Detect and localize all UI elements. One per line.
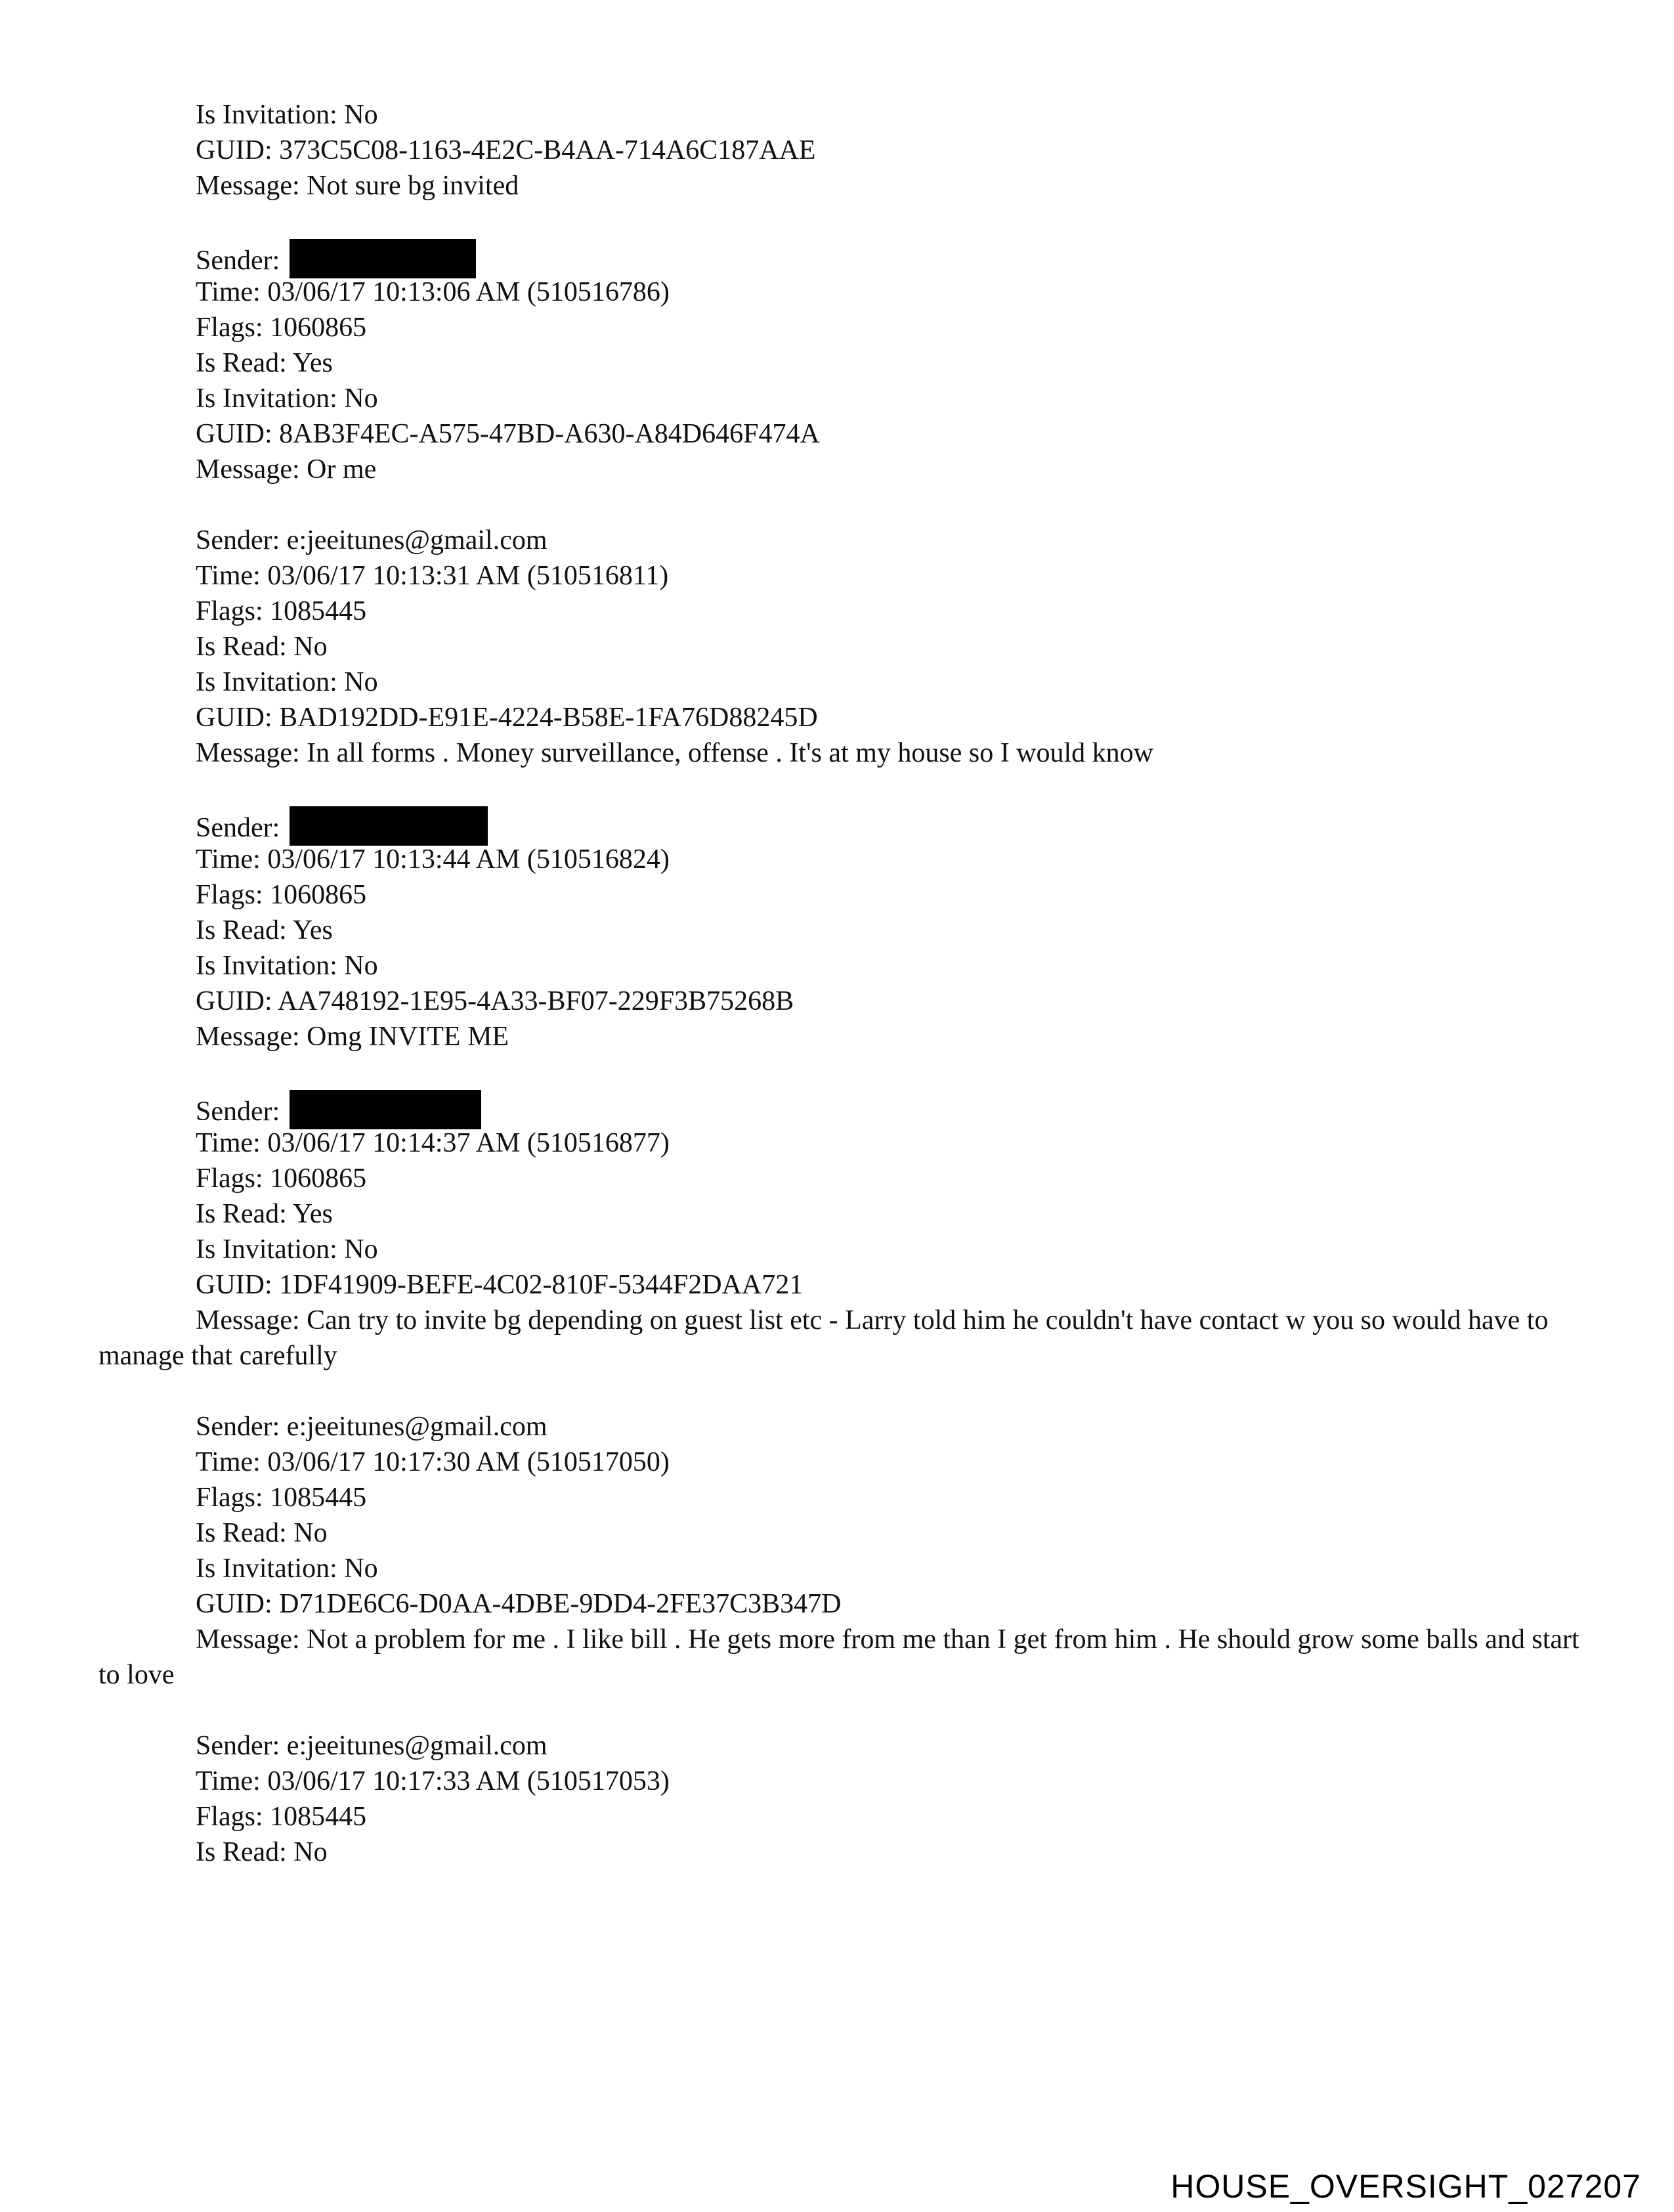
record-spacer	[98, 204, 1582, 239]
guid-line: GUID: 373C5C08-1163-4E2C-B4AA-714A6C187AAE	[196, 135, 816, 165]
is-read-line: Is Read: No	[196, 1518, 328, 1548]
message-record	[98, 523, 1582, 771]
time-line: Time: 03/06/17 10:13:44 AM (510516824)	[196, 844, 670, 875]
redaction-box	[290, 1090, 481, 1129]
guid-line: GUID: D71DE6C6-D0AA-4DBE-9DD4-2FE37C3B347D	[196, 1589, 842, 1619]
message-record	[98, 1728, 1582, 1870]
time-line: Time: 03/06/17 10:14:37 AM (510516877)	[196, 1128, 670, 1158]
guid-line: GUID: 8AB3F4EC-A575-47BD-A630-A84D646F474A	[196, 419, 820, 449]
message-record-partial	[98, 97, 1582, 204]
is-read-line: Is Read: Yes	[196, 348, 333, 378]
sender-line	[98, 1090, 1582, 1125]
flags-line: Flags: 1085445	[196, 1483, 367, 1513]
guid-line: GUID: 1DF41909-BEFE-4C02-810F-5344F2DAA721	[196, 1270, 804, 1300]
message-line: Message: Or me	[196, 454, 377, 485]
redaction-box	[290, 806, 488, 846]
record-spacer	[98, 1374, 1582, 1409]
is-invitation-line: Is Invitation: No	[196, 383, 378, 414]
sender-line	[98, 806, 1582, 842]
sender-line: Sender: e:jeeitunes@gmail.com	[196, 525, 547, 555]
sender-line	[98, 239, 1582, 274]
flags-line: Flags: 1085445	[196, 596, 367, 626]
message-log	[98, 97, 1582, 1870]
message-line: Message: Omg INVITE ME	[196, 1022, 509, 1052]
flags-line: Flags: 1085445	[196, 1802, 367, 1832]
message-line: Message: Not a problem for me . I like bill . He gets more from me than I get from him . He should grow some balls and start to love	[98, 1624, 1579, 1690]
is-invitation-line: Is Invitation: No	[196, 1553, 378, 1584]
is-read-line: Is Read: Yes	[196, 915, 333, 945]
time-line: Time: 03/06/17 10:13:06 AM (510516786)	[196, 277, 670, 307]
message-record	[98, 1090, 1582, 1374]
flags-line: Flags: 1060865	[196, 1163, 367, 1194]
is-read-line: Is Read: No	[196, 1837, 328, 1867]
is-read-line: Is Read: Yes	[196, 1199, 333, 1229]
is-invitation-line: Is Invitation: No	[196, 667, 378, 697]
guid-line: GUID: BAD192DD-E91E-4224-B58E-1FA76D88245D	[196, 703, 818, 733]
flags-line: Flags: 1060865	[196, 880, 367, 910]
record-spacer	[98, 487, 1582, 523]
time-line: Time: 03/06/17 10:17:30 AM (510517050)	[196, 1447, 670, 1477]
bates-number: HOUSE_OVERSIGHT_027207	[1170, 2168, 1641, 2205]
guid-line: GUID: AA748192-1E95-4A33-BF07-229F3B75268B	[196, 986, 794, 1016]
is-invitation-line: Is Invitation: No	[196, 951, 378, 981]
sender-label: Sender:	[196, 1096, 280, 1127]
sender-label: Sender:	[196, 813, 280, 843]
record-spacer	[98, 771, 1582, 806]
message-record	[98, 239, 1582, 487]
is-read-line: Is Read: No	[196, 632, 328, 662]
redaction-box	[290, 239, 476, 278]
record-spacer	[98, 1693, 1582, 1728]
is-invitation-line: Is Invitation: No	[196, 100, 378, 130]
is-invitation-line: Is Invitation: No	[196, 1234, 378, 1265]
flags-line: Flags: 1060865	[196, 313, 367, 343]
message-line: Message: Can try to invite bg depending on guest list etc - Larry told him he couldn't have contact w you so would have to manage that carefully	[98, 1305, 1549, 1371]
time-line: Time: 03/06/17 10:17:33 AM (510517053)	[196, 1766, 670, 1796]
message-record	[98, 1409, 1582, 1693]
message-line: Message: In all forms . Money surveillance, offense . It's at my house so I would know	[196, 738, 1154, 768]
message-line: Message: Not sure bg invited	[196, 171, 519, 201]
sender-label: Sender:	[196, 246, 280, 276]
sender-line: Sender: e:jeeitunes@gmail.com	[196, 1412, 547, 1442]
time-line: Time: 03/06/17 10:13:31 AM (510516811)	[196, 561, 669, 591]
sender-line: Sender: e:jeeitunes@gmail.com	[196, 1731, 547, 1761]
message-record	[98, 806, 1582, 1054]
record-spacer	[98, 1054, 1582, 1090]
